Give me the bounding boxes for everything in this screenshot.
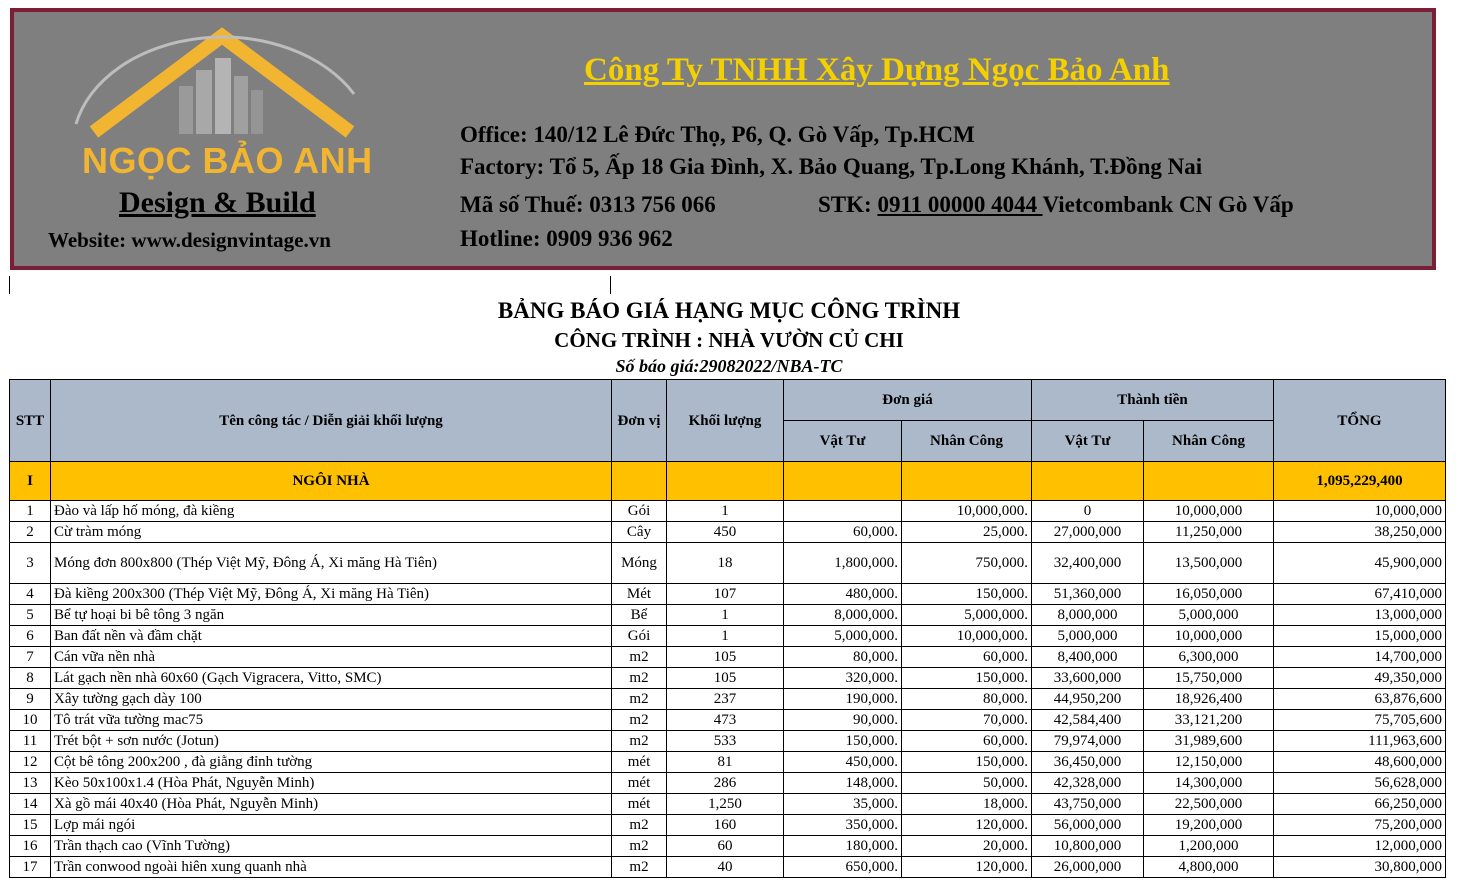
row-amount-material: 26,000,000 xyxy=(1032,857,1144,878)
section-empty-cell xyxy=(1144,462,1274,501)
row-qty: 1,250 xyxy=(667,794,784,815)
row-unit-price-material: 8,000,000. xyxy=(784,605,902,626)
section-empty-cell xyxy=(612,462,667,501)
row-name: Bể tự hoại bi bê tông 3 ngăn xyxy=(51,605,612,626)
row-unit-price-labor: 750,000. xyxy=(902,543,1032,584)
row-stt: 15 xyxy=(10,815,51,836)
row-unit-price-material: 650,000. xyxy=(784,857,902,878)
row-unit: Gói xyxy=(612,626,667,647)
row-qty: 105 xyxy=(667,668,784,689)
tax-code: Mã số Thuế: 0313 756 066 xyxy=(460,192,716,217)
row-name: Tô trát vữa tường mac75 xyxy=(51,710,612,731)
row-unit-price-material: 180,000. xyxy=(784,836,902,857)
row-name: Xây tường gạch dày 100 xyxy=(51,689,612,710)
row-qty: 1 xyxy=(667,626,784,647)
row-unit: mét xyxy=(612,794,667,815)
row-unit-price-material: 320,000. xyxy=(784,668,902,689)
row-name: Trét bột + sơn nước (Jotun) xyxy=(51,731,612,752)
company-name: Công Ty TNHH Xây Dựng Ngọc Bảo Anh xyxy=(584,52,1170,88)
col-qty: Khối lượng xyxy=(667,380,784,462)
row-amount-material: 44,950,200 xyxy=(1032,689,1144,710)
row-qty: 286 xyxy=(667,773,784,794)
row-amount-material: 56,000,000 xyxy=(1032,815,1144,836)
table-row xyxy=(10,605,1446,626)
row-unit-price-labor: 150,000. xyxy=(902,668,1032,689)
row-stt: 2 xyxy=(10,522,51,543)
row-amount-material: 27,000,000 xyxy=(1032,522,1144,543)
row-amount-material: 0 xyxy=(1032,501,1144,522)
row-stt: 14 xyxy=(10,794,51,815)
logo-text: NGỌC BẢO ANH xyxy=(82,140,373,181)
section-stt: I xyxy=(10,462,51,501)
table-row xyxy=(10,689,1446,710)
row-unit-price-labor: 50,000. xyxy=(902,773,1032,794)
row-stt: 8 xyxy=(10,668,51,689)
row-stt: 9 xyxy=(10,689,51,710)
row-amount-labor: 14,300,000 xyxy=(1144,773,1274,794)
row-unit: m2 xyxy=(612,836,667,857)
row-unit-price-labor: 10,000,000. xyxy=(902,626,1032,647)
row-unit-price-labor: 150,000. xyxy=(902,584,1032,605)
row-unit: Mét xyxy=(612,584,667,605)
row-amount-material: 51,360,000 xyxy=(1032,584,1144,605)
row-stt: 5 xyxy=(10,605,51,626)
row-unit: m2 xyxy=(612,647,667,668)
website: Website: www.designvintage.vn xyxy=(48,228,331,252)
row-stt: 10 xyxy=(10,710,51,731)
project-title: CÔNG TRÌNH : NHÀ VƯỜN CỦ CHI xyxy=(554,328,904,352)
row-qty: 473 xyxy=(667,710,784,731)
section-empty-cell xyxy=(667,462,784,501)
divider-tick-mid xyxy=(610,276,611,294)
row-total: 75,200,000 xyxy=(1274,815,1446,836)
row-total: 38,250,000 xyxy=(1274,522,1446,543)
col-total: TỔNG xyxy=(1274,380,1446,462)
row-qty: 81 xyxy=(667,752,784,773)
row-unit: m2 xyxy=(612,731,667,752)
table-row xyxy=(10,501,1446,522)
row-qty: 160 xyxy=(667,815,784,836)
section-name: NGÔI NHÀ xyxy=(51,462,612,501)
row-unit-price-labor: 150,000. xyxy=(902,752,1032,773)
row-unit-price-labor: 60,000. xyxy=(902,647,1032,668)
row-qty: 107 xyxy=(667,584,784,605)
table-row xyxy=(10,731,1446,752)
row-unit: m2 xyxy=(612,710,667,731)
row-name: Cừ tràm móng xyxy=(51,522,612,543)
section-empty-cell xyxy=(902,462,1032,501)
row-name: Đà kiềng 200x300 (Thép Việt Mỹ, Đông Á, Xi măng Hà Tiên) xyxy=(51,584,612,605)
row-amount-material: 43,750,000 xyxy=(1032,794,1144,815)
row-unit-price-material xyxy=(784,501,902,522)
row-unit-price-labor: 20,000. xyxy=(902,836,1032,857)
row-unit-price-material: 5,000,000. xyxy=(784,626,902,647)
row-amount-material: 8,000,000 xyxy=(1032,605,1144,626)
row-name: Cán vữa nền nhà xyxy=(51,647,612,668)
row-unit: m2 xyxy=(612,689,667,710)
row-amount-material: 10,800,000 xyxy=(1032,836,1144,857)
row-unit: m2 xyxy=(612,857,667,878)
section-empty-cell xyxy=(1032,462,1144,501)
row-unit-price-material: 350,000. xyxy=(784,815,902,836)
stk-label: STK: xyxy=(818,192,878,217)
table-row xyxy=(10,836,1446,857)
row-total: 56,628,000 xyxy=(1274,773,1446,794)
row-unit-price-material: 60,000. xyxy=(784,522,902,543)
row-amount-material: 32,400,000 xyxy=(1032,543,1144,584)
row-unit-price-material: 90,000. xyxy=(784,710,902,731)
table-row xyxy=(10,543,1446,584)
row-amount-labor: 22,500,000 xyxy=(1144,794,1274,815)
table-row xyxy=(10,668,1446,689)
row-stt: 16 xyxy=(10,836,51,857)
row-amount-labor: 11,250,000 xyxy=(1144,522,1274,543)
table-row xyxy=(10,626,1446,647)
row-unit: mét xyxy=(612,752,667,773)
row-total: 10,000,000 xyxy=(1274,501,1446,522)
row-amount-labor: 13,500,000 xyxy=(1144,543,1274,584)
row-unit-price-labor: 70,000. xyxy=(902,710,1032,731)
row-stt: 13 xyxy=(10,773,51,794)
row-unit: Bể xyxy=(612,605,667,626)
col-unit-price-material: Vật Tư xyxy=(784,421,902,462)
row-name: Kèo 50x100x1.4 (Hòa Phát, Nguyễn Minh) xyxy=(51,773,612,794)
row-qty: 1 xyxy=(667,605,784,626)
table-row xyxy=(10,857,1446,878)
hotline: Hotline: 0909 936 962 xyxy=(460,226,673,251)
row-unit: Móng xyxy=(612,543,667,584)
factory-address: Factory: Tổ 5, Ấp 18 Gia Đình, X. Bảo Quang, Tp.Long Khánh, T.Đồng Nai xyxy=(460,154,1203,179)
table-row xyxy=(10,752,1446,773)
row-total: 63,876,600 xyxy=(1274,689,1446,710)
row-amount-labor: 31,989,600 xyxy=(1144,731,1274,752)
company-logo xyxy=(14,12,434,266)
row-stt: 12 xyxy=(10,752,51,773)
table-row xyxy=(10,522,1446,543)
row-amount-labor: 19,200,000 xyxy=(1144,815,1274,836)
row-stt: 3 xyxy=(10,543,51,584)
row-amount-material: 42,328,000 xyxy=(1032,773,1144,794)
row-unit: m2 xyxy=(612,815,667,836)
row-unit-price-material: 150,000. xyxy=(784,731,902,752)
row-name: Ban đất nền và đầm chặt xyxy=(51,626,612,647)
row-amount-labor: 10,000,000 xyxy=(1144,626,1274,647)
section-row xyxy=(10,462,1446,501)
row-stt: 7 xyxy=(10,647,51,668)
row-name: Cột bê tông 200x200 , đà giằng đỉnh tường xyxy=(51,752,612,773)
stk-bank: Vietcombank CN Gò Vấp xyxy=(1042,192,1294,217)
row-total: 30,800,000 xyxy=(1274,857,1446,878)
row-name: Móng đơn 800x800 (Thép Việt Mỹ, Đông Á, Xi măng Hà Tiên) xyxy=(51,543,612,584)
row-amount-labor: 16,050,000 xyxy=(1144,584,1274,605)
col-amount-material: Vật Tư xyxy=(1032,421,1144,462)
row-name: Lợp mái ngói xyxy=(51,815,612,836)
tagline: Design & Build xyxy=(119,186,316,219)
row-stt: 17 xyxy=(10,857,51,878)
row-qty: 105 xyxy=(667,647,784,668)
col-unit-price-labor: Nhân Công xyxy=(902,421,1032,462)
section-empty-cell xyxy=(784,462,902,501)
row-unit-price-labor: 120,000. xyxy=(902,815,1032,836)
table-row xyxy=(10,815,1446,836)
row-total: 15,000,000 xyxy=(1274,626,1446,647)
row-qty: 60 xyxy=(667,836,784,857)
row-name: Trần conwood ngoài hiên xung quanh nhà xyxy=(51,857,612,878)
row-amount-material: 36,450,000 xyxy=(1032,752,1144,773)
row-total: 49,350,000 xyxy=(1274,668,1446,689)
row-total: 13,000,000 xyxy=(1274,605,1446,626)
row-total: 111,963,600 xyxy=(1274,731,1446,752)
row-stt: 11 xyxy=(10,731,51,752)
row-unit-price-labor: 10,000,000. xyxy=(902,501,1032,522)
row-unit-price-labor: 120,000. xyxy=(902,857,1032,878)
document-title: BẢNG BÁO GIÁ HẠNG MỤC CÔNG TRÌNH xyxy=(497,298,961,323)
row-amount-material: 33,600,000 xyxy=(1032,668,1144,689)
row-unit-price-labor: 60,000. xyxy=(902,731,1032,752)
section-total: 1,095,229,400 xyxy=(1274,462,1446,501)
row-unit-price-labor: 18,000. xyxy=(902,794,1032,815)
col-name: Tên công tác / Diễn giải khối lượng xyxy=(51,380,612,462)
col-unit: Đơn vị xyxy=(612,380,667,462)
row-amount-labor: 4,800,000 xyxy=(1144,857,1274,878)
row-unit: Cây xyxy=(612,522,667,543)
row-unit-price-material: 148,000. xyxy=(784,773,902,794)
row-amount-labor: 6,300,000 xyxy=(1144,647,1274,668)
row-unit-price-labor: 25,000. xyxy=(902,522,1032,543)
row-amount-labor: 18,926,400 xyxy=(1144,689,1274,710)
row-amount-labor: 15,750,000 xyxy=(1144,668,1274,689)
row-unit-price-labor: 5,000,000. xyxy=(902,605,1032,626)
quote-table xyxy=(9,379,1446,878)
row-unit: m2 xyxy=(612,668,667,689)
col-stt: STT xyxy=(10,380,51,462)
row-total: 14,700,000 xyxy=(1274,647,1446,668)
row-amount-material: 5,000,000 xyxy=(1032,626,1144,647)
table-row xyxy=(10,773,1446,794)
row-unit: mét xyxy=(612,773,667,794)
row-unit: Gói xyxy=(612,501,667,522)
row-name: Lát gạch nền nhà 60x60 (Gạch Vigracera, Vitto, SMC) xyxy=(51,668,612,689)
row-amount-material: 8,400,000 xyxy=(1032,647,1144,668)
row-amount-labor: 12,150,000 xyxy=(1144,752,1274,773)
row-unit-price-material: 450,000. xyxy=(784,752,902,773)
row-name: Xà gồ mái 40x40 (Hòa Phát, Nguyễn Minh) xyxy=(51,794,612,815)
row-stt: 6 xyxy=(10,626,51,647)
divider-tick-left xyxy=(9,276,10,294)
row-amount-labor: 10,000,000 xyxy=(1144,501,1274,522)
table-row xyxy=(10,794,1446,815)
row-qty: 533 xyxy=(667,731,784,752)
row-amount-labor: 1,200,000 xyxy=(1144,836,1274,857)
col-unit-price: Đơn giá xyxy=(784,380,1032,421)
row-amount-material: 79,974,000 xyxy=(1032,731,1144,752)
row-qty: 1 xyxy=(667,501,784,522)
row-unit-price-material: 35,000. xyxy=(784,794,902,815)
row-qty: 450 xyxy=(667,522,784,543)
row-name: Trần thạch cao (Vĩnh Tường) xyxy=(51,836,612,857)
quote-number: Số báo giá:29082022/NBA-TC xyxy=(615,356,843,376)
row-total: 12,000,000 xyxy=(1274,836,1446,857)
row-total: 75,705,600 xyxy=(1274,710,1446,731)
row-total: 48,600,000 xyxy=(1274,752,1446,773)
row-unit-price-material: 480,000. xyxy=(784,584,902,605)
row-qty: 40 xyxy=(667,857,784,878)
row-unit-price-material: 80,000. xyxy=(784,647,902,668)
row-unit-price-material: 1,800,000. xyxy=(784,543,902,584)
col-amount: Thành tiền xyxy=(1032,380,1274,421)
row-qty: 237 xyxy=(667,689,784,710)
row-qty: 18 xyxy=(667,543,784,584)
row-total: 66,250,000 xyxy=(1274,794,1446,815)
header-row-1 xyxy=(10,380,1446,421)
table-row xyxy=(10,584,1446,605)
row-unit-price-material: 190,000. xyxy=(784,689,902,710)
table-row xyxy=(10,710,1446,731)
row-unit-price-labor: 80,000. xyxy=(902,689,1032,710)
row-stt: 1 xyxy=(10,501,51,522)
row-total: 45,900,000 xyxy=(1274,543,1446,584)
table-row xyxy=(10,647,1446,668)
row-name: Đào và lấp hố móng, đà kiềng xyxy=(51,501,612,522)
stk-account-number: 0911 00000 4044 xyxy=(877,192,1043,217)
company-banner xyxy=(10,8,1436,270)
row-amount-material: 42,584,400 xyxy=(1032,710,1144,731)
row-total: 67,410,000 xyxy=(1274,584,1446,605)
col-amount-labor: Nhân Công xyxy=(1144,421,1274,462)
bank-account xyxy=(818,192,1294,218)
house-roof-icon xyxy=(64,24,364,144)
row-amount-labor: 5,000,000 xyxy=(1144,605,1274,626)
office-address: Office: 140/12 Lê Đức Thọ, P6, Q. Gò Vấp, Tp.HCM xyxy=(460,122,975,147)
row-amount-labor: 33,121,200 xyxy=(1144,710,1274,731)
row-stt: 4 xyxy=(10,584,51,605)
